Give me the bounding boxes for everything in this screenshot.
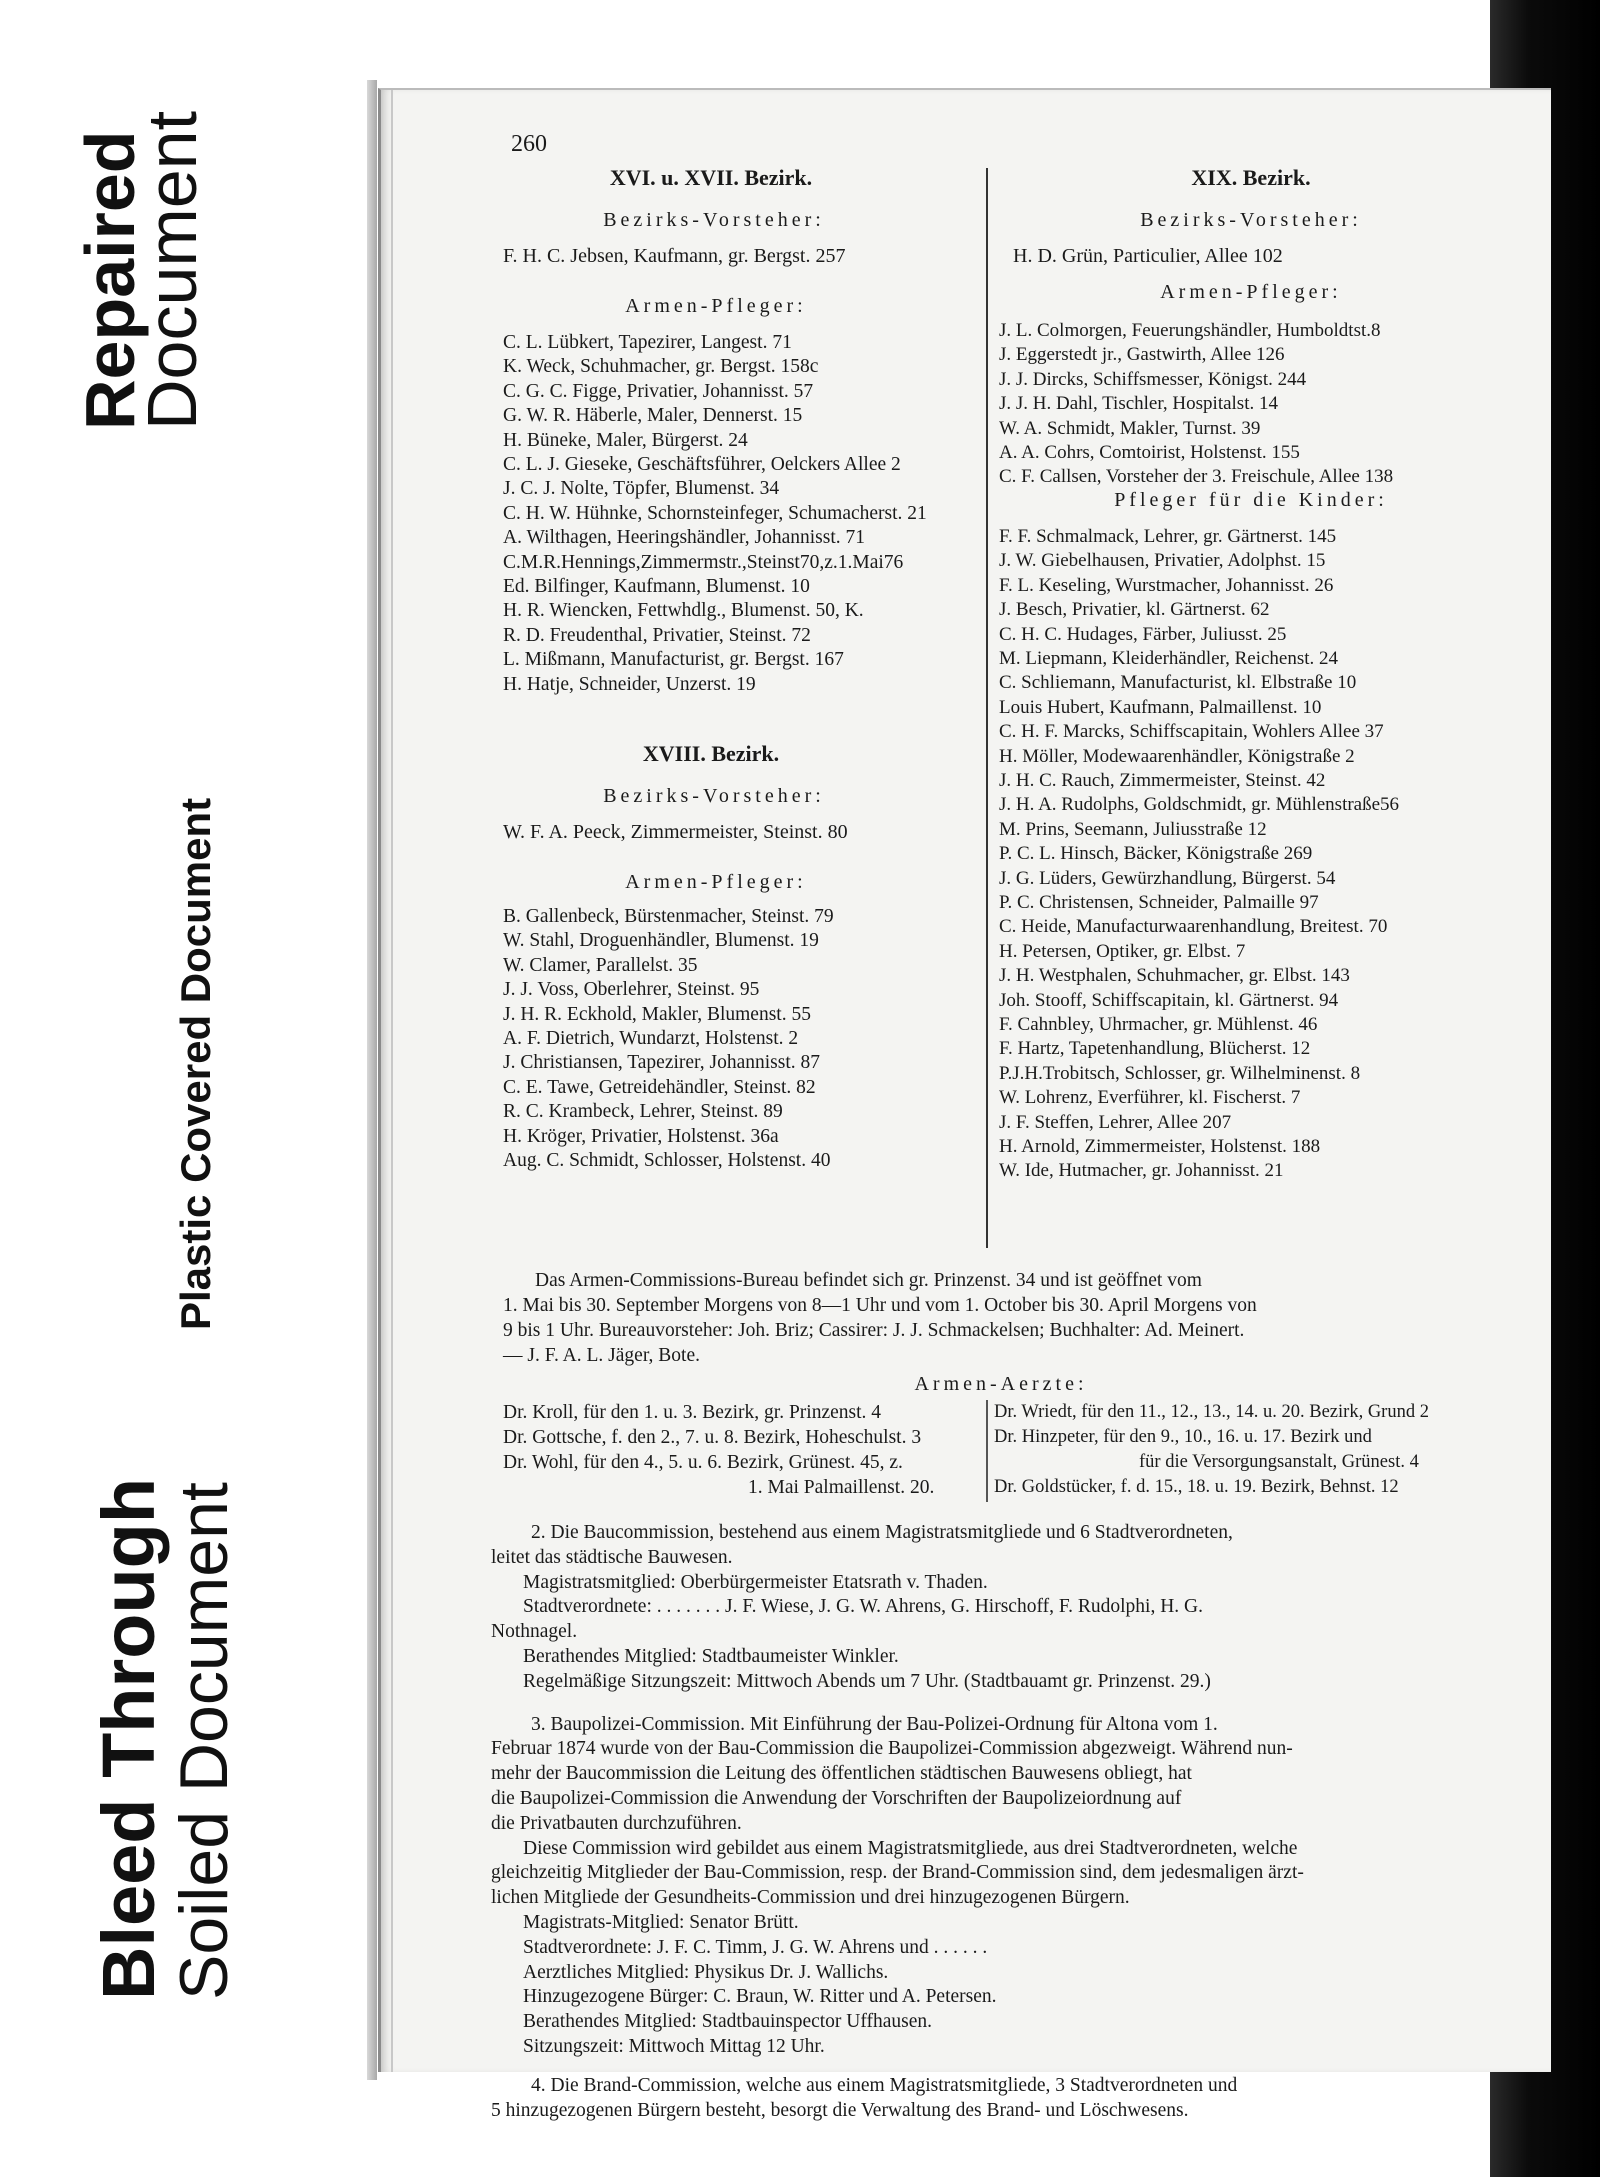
kinder-pfleger-entry: W. Lohrenz, Everführer, kl. Fischerst. 7	[999, 1087, 1301, 1109]
pfleger-entry: W. Stahl, Droguenhändler, Blumenst. 19	[503, 930, 819, 952]
pfleger-entry: C.M.R.Hennings,Zimmermstr.,Steinst70,z.1.Mai76	[503, 551, 904, 573]
pfleger-entry: L. Mißmann, Manufacturist, gr. Bergst. 167	[503, 649, 844, 671]
pfleger-entry: J. J. Dircks, Schiffsmesser, Königst. 244	[999, 368, 1307, 390]
sheet-inner-margin	[391, 90, 393, 2072]
kinder-pfleger-entry: F. F. Schmalmack, Lehrer, gr. Gärtnerst. 145	[999, 526, 1337, 547]
pfleger-entry: Ed. Bilfinger, Kaufmann, Blumenst. 10	[503, 576, 810, 597]
stamp-repaired: Repaired	[71, 130, 149, 430]
kinder-pfleger-entry: J. G. Lüders, Gewürzhandlung, Bürgerst. 54	[999, 867, 1336, 889]
section-line: Regelmäßige Sitzungszeit: Mittwoch Abends um 7 Uhr. (Stadtbauamt gr. Prinzenst. 29.)	[523, 1670, 1211, 1692]
right-vorsteher: H. D. Grün, Particulier, Allee 102	[1013, 245, 1283, 267]
kinder-pfleger-entry: J. H. A. Rudolphs, Goldschmidt, gr. Mühlenstraße56	[999, 794, 1400, 816]
section-line: Berathendes Mitglied: Stadtbaumeister Winkler.	[523, 1646, 899, 1667]
section-line: Nothnagel.	[491, 1621, 578, 1643]
column-divider	[986, 168, 988, 1248]
left-vorsteher: F. H. C. Jebsen, Kaufmann, gr. Bergst. 257	[503, 245, 846, 267]
left-vorsteher-label: Bezirks-Vorsteher:	[603, 209, 825, 231]
sheet-edge	[367, 80, 377, 2080]
section-line: die Privatbauten durchzuführen.	[491, 1812, 742, 1834]
section-line: Hinzugezogene Bürger: C. Braun, W. Ritter und A. Petersen.	[523, 1986, 997, 2008]
kinder-pfleger-entry: H. Möller, Modewaarenhändler, Königstraße 2	[999, 745, 1355, 767]
pfleger-entry: J. Christiansen, Tapezirer, Johannisst. 87	[503, 1052, 821, 1074]
section-line: Magistratsmitglied: Oberbürgermeister Etatsrath v. Thaden.	[523, 1571, 988, 1593]
pfleger-entry: C. H. W. Hühnke, Schornsteinfeger, Schumacherst. 21	[503, 502, 927, 524]
section-line: Magistrats-Mitglied: Senator Brütt.	[523, 1912, 799, 1933]
pfleger-entry: C. E. Tawe, Getreidehändler, Steinst. 82	[503, 1076, 816, 1098]
section-line: Aerztliches Mitglied: Physikus Dr. J. Wallichs.	[523, 1961, 889, 1983]
section-line: Stadtverordnete: . . . . . . . J. F. Wiese, J. G. W. Ahrens, G. Hirschoff, F. Rudolphi, H. G.	[523, 1596, 1204, 1618]
kinder-pfleger-entry: F. Hartz, Tapetenhandlung, Blücherst. 12	[999, 1038, 1311, 1060]
page-number: 260	[511, 131, 547, 157]
armenarzt-entry: Dr. Wohl, für den 4., 5. u. 6. Bezirk, Grünest. 45, z.	[503, 1452, 903, 1473]
pfleger-entry: J. J. H. Dahl, Tischler, Hospitalst. 14	[999, 393, 1278, 415]
kinder-pfleger-entry: Joh. Stooff, Schiffscapitain, kl. Gärtnerst. 94	[999, 989, 1339, 1011]
kinder-pfleger-entry: W. Ide, Hutmacher, gr. Johannisst. 21	[999, 1160, 1284, 1182]
kinder-pfleger-entry: J. W. Giebelhausen, Privatier, Adolphst. 15	[999, 550, 1326, 572]
kinder-pfleger-entry: F. Cahnbley, Uhrmacher, gr. Mühlenst. 46	[999, 1014, 1318, 1035]
kinder-pfleger-entry: C. Schliemann, Manufacturist, kl. Elbstraße 10	[999, 672, 1357, 694]
pfleger-entry: G. W. R. Häberle, Maler, Dennerst. 15	[503, 405, 803, 427]
section-line: gleichzeitig Mitglieder der Bau-Commission, resp. der Brand-Commission sind, dem jedesmaligen ärzt-	[491, 1862, 1304, 1884]
stamp-bleed-through: Bleed Through	[87, 1477, 170, 2000]
section-line: Diese Commission wird gebildet aus einem Magistratsmitgliede, aus drei Stadtverordneten, welche	[523, 1837, 1298, 1859]
left-heading: XVI. u. XVII. Bezirk.	[609, 165, 813, 190]
left-heading-2: XVIII. Bezirk.	[642, 741, 780, 766]
section-line: 5 hinzugezogenen Bürgern besteht, besorgt die Verwaltung des Brand- und Löschwesens.	[491, 2099, 1189, 2121]
kinder-pfleger-entry: J. F. Steffen, Lehrer, Allee 207	[999, 1111, 1232, 1133]
left-pfleger2-label: Armen-Pfleger:	[625, 871, 807, 893]
pfleger-entry: W. Clamer, Parallelst. 35	[503, 954, 698, 976]
left-vorsteher-2: W. F. A. Peeck, Zimmermeister, Steinst. 80	[503, 821, 848, 843]
kinder-pfleger-entry: C. H. C. Hudages, Färber, Juliusst. 25	[999, 623, 1287, 645]
bureau-line: 1. Mai bis 30. September Morgens von 8—1 Uhr und vom 1. October bis 30. April Morgens von	[503, 1295, 1257, 1316]
kinder-pfleger-entry: P.J.H.Trobitsch, Schlosser, gr. Wilhelminenst. 8	[999, 1062, 1361, 1084]
pfleger-entry: B. Gallenbeck, Bürstenmacher, Steinst. 79	[503, 906, 834, 927]
kinder-pfleger-entry: H. Petersen, Optiker, gr. Elbst. 7	[999, 940, 1246, 962]
bureau-line: 9 bis 1 Uhr. Bureauvorsteher: Joh. Briz; Cassirer: J. J. Schmackelsen; Buchhalter: Ad. Meinert.	[503, 1320, 1245, 1341]
section-line: Berathendes Mitglied: Stadtbauinspector Uffhausen.	[523, 2011, 933, 2033]
pfleger-entry: J. J. Voss, Oberlehrer, Steinst. 95	[503, 979, 760, 1001]
kinder-pfleger-entry: M. Prins, Seemann, Juliusstraße 12	[999, 818, 1267, 840]
left-pfleger-label: Armen-Pfleger:	[625, 295, 807, 317]
pfleger-entry: R. D. Freudenthal, Privatier, Steinst. 72	[503, 624, 811, 646]
kinder-pfleger-entry: J. H. C. Rauch, Zimmermeister, Steinst. 42	[999, 770, 1326, 791]
pfleger-entry: A. F. Dietrich, Wundarzt, Holstenst. 2	[503, 1028, 799, 1049]
bureau-line: Das Armen-Commissions-Bureau befindet sich gr. Prinzenst. 34 und ist geöffnet vom	[535, 1270, 1202, 1291]
pfleger-entry: W. A. Schmidt, Makler, Turnst. 39	[999, 417, 1261, 439]
pfleger-entry: H. Kröger, Privatier, Holstenst. 36a	[503, 1125, 779, 1147]
section-line: 2. Die Baucommission, bestehend aus einem Magistratsmitgliede und 6 Stadtverordneten,	[531, 1522, 1233, 1543]
pfleger-entry: H. Büneke, Maler, Bürgerst. 24	[503, 429, 748, 451]
section-line: lichen Mitgliede der Gesundheits-Commission und drei hinzugezogenen Bürgern.	[491, 1887, 1130, 1909]
pfleger-entry: J. C. J. Nolte, Töpfer, Blumenst. 34	[503, 478, 780, 500]
pfleger-entry: C. G. C. Figge, Privatier, Johannisst. 57	[503, 380, 814, 402]
section-line: Februar 1874 wurde von der Bau-Commission die Baupolizei-Commission abgezweigt. Während nun-	[491, 1738, 1293, 1760]
section-line: 4. Die Brand-Commission, welche aus einem Magistratsmitgliede, 3 Stadtverordneten und	[531, 2074, 1238, 2096]
kinder-pfleger-entry: C. Heide, Manufacturwaarenhandlung, Breitest. 70	[999, 916, 1388, 938]
armenarzt-entry: Dr. Goldstücker, f. d. 15., 18. u. 19. Bezirk, Behnst. 12	[994, 1477, 1399, 1497]
armenarzt-entry: Dr. Hinzpeter, für den 9., 10., 16. u. 17. Bezirk und	[994, 1427, 1372, 1447]
pfleger-entry: C. L. Lübkert, Tapezirer, Langest. 71	[503, 332, 792, 353]
right-vorsteher-label: Bezirks-Vorsteher:	[1140, 209, 1362, 231]
bureau-line: — J. F. A. L. Jäger, Bote.	[503, 1345, 700, 1366]
stamp-plastic-covered: Plastic Covered Document	[172, 797, 219, 1330]
kinder-pfleger-entry: C. H. F. Marcks, Schiffscapitain, Wohlers Allee 37	[999, 721, 1384, 743]
right-pfleger-label: Armen-Pfleger:	[1160, 281, 1342, 303]
armenarzt-entry: 1. Mai Palmaillenst. 20.	[748, 1477, 935, 1498]
pfleger-entry: J. L. Colmorgen, Feuerungshändler, Humboldtst.8	[999, 320, 1381, 341]
section-line: Stadtverordnete: J. F. C. Timm, J. G. W. Ahrens und . . . . . .	[523, 1936, 988, 1958]
kinder-pfleger-entry: J. Besch, Privatier, kl. Gärtnerst. 62	[999, 599, 1270, 621]
armenarzt-entry: für die Versorgungsanstalt, Grünest. 4	[1139, 1452, 1419, 1472]
pfleger-entry: C. F. Callsen, Vorsteher der 3. Freischule, Allee 138	[999, 466, 1394, 488]
armenarzt-entry: Dr. Gottsche, f. den 2., 7. u. 8. Bezirk, Hoheschulst. 3	[503, 1427, 922, 1448]
kinder-pfleger-entry: Louis Hubert, Kaufmann, Palmaillenst. 10	[999, 696, 1322, 718]
pfleger-entry: H. R. Wiencken, Fettwhdlg., Blumenst. 50, K.	[503, 600, 864, 622]
kinder-pfleger-entry: J. H. Westphalen, Schuhmacher, gr. Elbst. 143	[999, 965, 1350, 987]
kinder-pfleger-entry: P. C. L. Hinsch, Bäcker, Königstraße 269	[999, 843, 1313, 865]
kinder-pfleger-entry: P. C. Christensen, Schneider, Palmaille 97	[999, 892, 1319, 913]
armenarzt-entry: Dr. Kroll, für den 1. u. 3. Bezirk, gr. Prinzenst. 4	[503, 1402, 882, 1423]
stamp-document: Document	[133, 110, 211, 430]
right-heading: XIX. Bezirk.	[1191, 165, 1311, 190]
pfleger-entry: Aug. C. Schmidt, Schlosser, Holstenst. 40	[503, 1150, 831, 1171]
pfleger-entry: K. Weck, Schuhmacher, gr. Bergst. 158c	[503, 356, 819, 378]
section-line: die Baupolizei-Commission die Anwendung der Vorschriften der Baupolizeiordnung auf	[491, 1788, 1182, 1809]
pfleger-entry: R. C. Krambeck, Lehrer, Steinst. 89	[503, 1101, 783, 1123]
section-line: leitet das städtische Bauwesen.	[491, 1546, 733, 1568]
kinder-pfleger-entry: H. Arnold, Zimmermeister, Holstenst. 188	[999, 1136, 1321, 1157]
pfleger-entry: C. L. J. Gieseke, Geschäftsführer, Oelckers Allee 2	[503, 454, 901, 475]
section-line: 3. Baupolizei-Commission. Mit Einführung der Bau-Polizei-Ordnung für Altona vom 1.	[531, 1713, 1218, 1735]
pfleger-entry: A. Wilthagen, Heeringshändler, Johannisst. 71	[503, 527, 866, 549]
pfleger-entry: J. Eggerstedt jr., Gastwirth, Allee 126	[999, 344, 1285, 366]
kinder-pfleger-entry: F. L. Keseling, Wurstmacher, Johannisst. 26	[999, 574, 1334, 596]
aerzte-label: Armen-Aerzte:	[914, 1373, 1088, 1395]
pfleger-entry: A. A. Cohrs, Comtoirist, Holstenst. 155	[999, 442, 1300, 463]
right-kinder-label: Pfleger für die Kinder:	[1114, 489, 1388, 511]
left-vorsteher2-label: Bezirks-Vorsteher:	[603, 785, 825, 807]
scanned-sheet	[378, 88, 1551, 2121]
pfleger-entry: H. Hatje, Schneider, Unzerst. 19	[503, 673, 756, 695]
aerzte-divider	[986, 1400, 988, 1502]
stamp-soiled: Soiled Document	[166, 1482, 242, 2000]
section-line: Sitzungszeit: Mittwoch Mittag 12 Uhr.	[523, 2036, 825, 2057]
kinder-pfleger-entry: M. Liepmann, Kleiderhändler, Reichenst. 24	[999, 648, 1339, 669]
section-line: mehr der Baucommission die Leitung des öffentlichen städtischen Bauwesens obliegt, hat	[491, 1763, 1192, 1785]
pfleger-entry: J. H. R. Eckhold, Makler, Blumenst. 55	[503, 1003, 811, 1025]
armenarzt-entry: Dr. Wriedt, für den 11., 12., 13., 14. u. 20. Bezirk, Grund 2	[994, 1402, 1429, 1422]
